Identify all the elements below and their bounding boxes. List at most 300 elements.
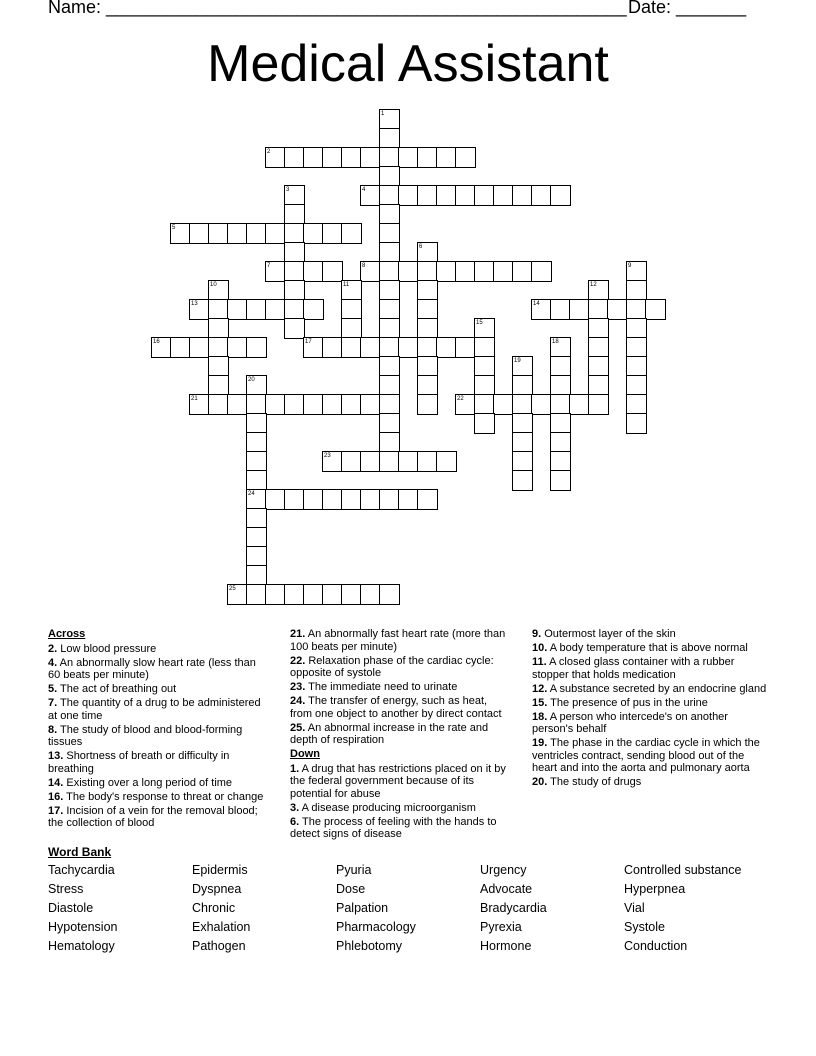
grid-cell[interactable] <box>303 337 324 358</box>
clue-number: 12. <box>532 682 548 695</box>
grid-cell[interactable] <box>379 147 400 168</box>
grid-cell[interactable] <box>208 299 229 320</box>
grid-cell[interactable] <box>284 318 305 339</box>
clue-text: The study of blood and blood-forming tissues <box>48 723 243 748</box>
clue-item <box>532 737 768 775</box>
grid-cell[interactable] <box>550 413 571 434</box>
grid-cell[interactable] <box>284 242 305 263</box>
grid-cell[interactable] <box>322 451 343 472</box>
grid-cell[interactable] <box>417 451 438 472</box>
grid-cell[interactable] <box>341 299 362 320</box>
grid-cell[interactable] <box>246 394 267 415</box>
clue-text: The act of breathing out <box>57 683 177 695</box>
grid-cell[interactable] <box>360 147 381 168</box>
date-field: Date: _______ <box>628 0 747 17</box>
clue-number: 17. <box>48 804 64 817</box>
grid-cell[interactable] <box>379 261 400 282</box>
grid-cell[interactable] <box>607 299 628 320</box>
word-bank-word: Bradycardia <box>480 901 547 915</box>
grid-cell[interactable] <box>284 204 305 225</box>
grid-cell[interactable] <box>550 394 571 415</box>
grid-cell[interactable] <box>398 261 419 282</box>
grid-cell[interactable] <box>531 394 552 415</box>
clue-item <box>532 776 768 789</box>
grid-cell[interactable] <box>189 223 210 244</box>
grid-cell[interactable] <box>417 394 438 415</box>
grid-cell[interactable] <box>512 470 533 491</box>
grid-cell[interactable] <box>208 318 229 339</box>
grid-cell[interactable] <box>417 299 438 320</box>
clue-item <box>290 655 512 680</box>
grid-cell[interactable] <box>474 185 495 206</box>
grid-cell[interactable] <box>436 261 457 282</box>
clue-item <box>48 724 270 749</box>
grid-cell[interactable] <box>588 375 609 396</box>
grid-cell[interactable] <box>246 565 267 586</box>
grid-cell[interactable] <box>436 185 457 206</box>
clues-column-2 <box>290 628 512 842</box>
grid-cell[interactable] <box>379 375 400 396</box>
grid-cell[interactable] <box>512 375 533 396</box>
clue-text: A closed glass container with a rubber stopper that holds medication <box>532 656 735 681</box>
clue-number: 14. <box>48 776 64 789</box>
grid-cell[interactable] <box>512 394 533 415</box>
grid-cell[interactable] <box>626 280 647 301</box>
grid-cell[interactable] <box>265 394 286 415</box>
grid-cell[interactable] <box>284 280 305 301</box>
grid-cell[interactable] <box>379 299 400 320</box>
grid-cell[interactable] <box>417 280 438 301</box>
grid-cell[interactable] <box>417 375 438 396</box>
clue-item <box>48 791 270 804</box>
grid-cell[interactable] <box>360 185 381 206</box>
word-bank-word: Diastole <box>48 901 94 915</box>
grid-cell[interactable] <box>227 584 248 605</box>
grid-cell[interactable] <box>360 584 381 605</box>
grid-cell[interactable] <box>588 299 609 320</box>
grid-cell[interactable] <box>455 185 476 206</box>
clue-number: 22 <box>457 396 464 402</box>
clue-item <box>290 695 512 720</box>
grid-cell[interactable] <box>474 394 495 415</box>
grid-cell[interactable] <box>341 337 362 358</box>
clue-number: 25. <box>290 721 306 734</box>
grid-cell[interactable] <box>550 470 571 491</box>
clue-number: 19 <box>514 358 521 364</box>
grid-cell[interactable] <box>379 337 400 358</box>
grid-cell[interactable] <box>550 185 571 206</box>
clue-number: 11. <box>532 656 547 668</box>
grid-cell[interactable] <box>246 299 267 320</box>
grid-cell[interactable] <box>379 242 400 263</box>
grid-cell[interactable] <box>284 584 305 605</box>
grid-cell[interactable] <box>417 261 438 282</box>
clue-item <box>48 643 270 656</box>
grid-cell[interactable] <box>398 451 419 472</box>
grid-cell[interactable] <box>246 375 267 396</box>
grid-cell[interactable] <box>265 299 286 320</box>
grid-cell[interactable] <box>626 299 647 320</box>
grid-cell[interactable] <box>360 489 381 510</box>
clue-text: An abnormal increase in the rate and depth of respiration <box>290 721 489 746</box>
across-heading: Across <box>48 628 86 640</box>
clue-text: Outermost layer of the skin <box>541 628 676 640</box>
clue-text: The quantity of a drug to be administered at one time <box>48 697 261 722</box>
grid-cell[interactable] <box>550 356 571 377</box>
clue-item <box>532 628 768 641</box>
grid-cell[interactable] <box>379 204 400 225</box>
clue-item <box>532 683 768 696</box>
word-bank-word: Pyuria <box>336 863 372 877</box>
page-title: Medical Assistant <box>207 35 609 93</box>
clue-item <box>532 642 768 655</box>
clue-item <box>48 805 270 830</box>
grid-cell[interactable] <box>626 375 647 396</box>
word-bank-word: Hematology <box>48 939 115 953</box>
grid-cell[interactable] <box>322 337 343 358</box>
word-bank-word: Urgency <box>480 863 527 877</box>
grid-cell[interactable] <box>512 261 533 282</box>
grid-cell[interactable] <box>379 356 400 377</box>
grid-cell[interactable] <box>265 147 286 168</box>
clue-text: The immediate need to urinate <box>305 681 458 693</box>
grid-cell[interactable] <box>512 432 533 453</box>
grid-cell[interactable] <box>341 223 362 244</box>
clue-number: 17 <box>305 339 312 345</box>
clue-text: Incision of a vein for the removal blood; the collection of blood <box>48 804 258 829</box>
word-bank-word: Pharmacology <box>336 920 416 934</box>
grid-cell[interactable] <box>170 337 191 358</box>
clue-number: 23. <box>290 681 306 693</box>
grid-cell[interactable] <box>284 223 305 244</box>
word-bank-word: Stress <box>48 882 84 896</box>
grid-cell[interactable] <box>626 394 647 415</box>
grid-cell[interactable] <box>265 584 286 605</box>
grid-cell[interactable] <box>379 394 400 415</box>
grid-cell[interactable] <box>398 489 419 510</box>
word-bank-word: Hyperpnea <box>624 882 686 896</box>
word-bank-word: Chronic <box>192 901 236 915</box>
clue-number: 14 <box>533 301 540 307</box>
grid-cell[interactable] <box>246 413 267 434</box>
grid-cell[interactable] <box>398 337 419 358</box>
grid-cell[interactable] <box>379 128 400 149</box>
grid-cell[interactable] <box>379 185 400 206</box>
grid-cell[interactable] <box>379 584 400 605</box>
clue-text: The process of feeling with the hands to detect signs of disease <box>290 815 497 840</box>
grid-cell[interactable] <box>246 451 267 472</box>
clue-number: 16 <box>153 339 160 345</box>
clue-item <box>48 777 270 790</box>
grid-cell[interactable] <box>208 356 229 377</box>
grid-cell[interactable] <box>265 223 286 244</box>
grid-cell[interactable] <box>322 223 343 244</box>
grid-cell[interactable] <box>360 451 381 472</box>
clue-item <box>532 697 768 710</box>
grid-cell[interactable] <box>474 337 495 358</box>
grid-cell[interactable] <box>455 337 476 358</box>
grid-cell[interactable] <box>379 318 400 339</box>
word-bank-word: Exhalation <box>192 920 251 934</box>
clue-item <box>48 683 270 696</box>
grid-cell[interactable] <box>550 432 571 453</box>
grid-cell[interactable] <box>417 242 438 263</box>
clue-text: The presence of pus in the urine <box>547 696 708 709</box>
grid-cell[interactable] <box>379 280 400 301</box>
word-bank-word: Dose <box>336 882 366 896</box>
clue-number: 7. <box>48 697 58 709</box>
grid-cell[interactable] <box>626 413 647 434</box>
grid-cell[interactable] <box>436 147 457 168</box>
word-bank-row <box>48 920 788 939</box>
clue-number: 3 <box>286 187 290 193</box>
grid-cell[interactable] <box>246 546 267 567</box>
grid-cell[interactable] <box>208 223 229 244</box>
grid-cell[interactable] <box>550 299 571 320</box>
grid-cell[interactable] <box>436 451 457 472</box>
clue-text: Shortness of breath or difficulty in breathing <box>48 750 230 775</box>
grid-cell[interactable] <box>360 394 381 415</box>
grid-cell[interactable] <box>265 261 286 282</box>
word-bank-word: Tachycardia <box>48 863 115 877</box>
grid-cell[interactable] <box>151 337 172 358</box>
grid-cell[interactable] <box>284 147 305 168</box>
grid-cell[interactable] <box>189 337 210 358</box>
clue-number: 5 <box>172 225 176 231</box>
word-bank-row <box>48 863 788 882</box>
word-bank-word: Dyspnea <box>192 882 242 896</box>
grid-cell[interactable] <box>360 261 381 282</box>
grid-cell[interactable] <box>569 394 590 415</box>
clue-text: Low blood pressure <box>57 642 157 655</box>
word-bank-word: Pyrexia <box>480 920 522 934</box>
grid-cell[interactable] <box>417 147 438 168</box>
grid-cell[interactable] <box>474 356 495 377</box>
grid-cell[interactable] <box>417 489 438 510</box>
clue-number: 9 <box>628 263 632 269</box>
clue-text: The study of drugs <box>547 776 642 788</box>
grid-cell[interactable] <box>284 299 305 320</box>
grid-cell[interactable] <box>341 451 362 472</box>
grid-cell[interactable] <box>284 489 305 510</box>
grid-cell[interactable] <box>626 318 647 339</box>
grid-cell[interactable] <box>322 394 343 415</box>
clue-number: 15. <box>532 696 548 709</box>
clue-number: 10. <box>532 642 548 654</box>
grid-cell[interactable] <box>588 337 609 358</box>
grid-cell[interactable] <box>303 261 324 282</box>
clue-item <box>48 697 270 722</box>
clue-number: 6. <box>290 815 300 828</box>
grid-cell[interactable] <box>417 337 438 358</box>
clue-item <box>290 763 512 801</box>
word-bank-word: Palpation <box>336 901 389 915</box>
grid-cell[interactable] <box>284 394 305 415</box>
clue-text: A person who intercede's on another person's behalf <box>532 710 728 735</box>
grid-cell[interactable] <box>474 318 495 339</box>
grid-cell[interactable] <box>227 299 248 320</box>
word-bank-word: Controlled substance <box>624 863 742 877</box>
grid-cell[interactable] <box>379 109 400 130</box>
word-bank-word: Advocate <box>480 882 533 896</box>
grid-cell[interactable] <box>341 394 362 415</box>
grid-cell[interactable] <box>436 337 457 358</box>
clue-number: 2. <box>48 642 58 655</box>
grid-cell[interactable] <box>303 147 324 168</box>
grid-cell[interactable] <box>208 280 229 301</box>
word-bank-word: Vial <box>624 901 645 915</box>
clue-number: 18. <box>532 710 548 723</box>
grid-cell[interactable] <box>512 451 533 472</box>
clue-number: 1. <box>290 762 300 775</box>
clue-number: 11 <box>343 282 350 288</box>
grid-cell[interactable] <box>170 223 191 244</box>
grid-cell[interactable] <box>208 337 229 358</box>
grid-cell[interactable] <box>246 337 267 358</box>
grid-cell[interactable] <box>322 489 343 510</box>
grid-cell[interactable] <box>626 261 647 282</box>
grid-cell[interactable] <box>227 337 248 358</box>
clue-text: A body temperature that is above normal <box>547 642 748 654</box>
grid-cell[interactable] <box>265 489 286 510</box>
clue-number: 8 <box>362 263 366 269</box>
grid-cell[interactable] <box>550 337 571 358</box>
grid-cell[interactable] <box>189 299 210 320</box>
grid-cell[interactable] <box>512 185 533 206</box>
grid-cell[interactable] <box>379 489 400 510</box>
grid-cell[interactable] <box>493 185 514 206</box>
grid-cell[interactable] <box>341 318 362 339</box>
clue-text: Relaxation phase of the cardiac cycle: opposite of systole <box>290 654 494 679</box>
grid-cell[interactable] <box>588 394 609 415</box>
grid-cell[interactable] <box>455 261 476 282</box>
grid-cell[interactable] <box>322 261 343 282</box>
word-bank-word: Hypotension <box>48 920 118 934</box>
grid-cell[interactable] <box>360 337 381 358</box>
clue-number: 16. <box>48 790 64 803</box>
grid-cell[interactable] <box>227 394 248 415</box>
clue-number: 4 <box>362 187 366 193</box>
grid-cell[interactable] <box>474 261 495 282</box>
grid-cell[interactable] <box>493 394 514 415</box>
grid-cell[interactable] <box>379 451 400 472</box>
clue-number: 9. <box>532 628 542 640</box>
clue-item <box>48 657 270 682</box>
down-heading: Down <box>290 748 320 760</box>
clue-item <box>290 722 512 747</box>
grid-cell[interactable] <box>417 185 438 206</box>
clue-number: 3. <box>290 801 300 814</box>
clue-number: 23 <box>324 453 331 459</box>
grid-cell[interactable] <box>398 147 419 168</box>
grid-cell[interactable] <box>341 280 362 301</box>
grid-cell[interactable] <box>303 489 324 510</box>
word-bank-row <box>48 901 788 920</box>
grid-cell[interactable] <box>379 223 400 244</box>
grid-cell[interactable] <box>208 394 229 415</box>
clue-number: 22. <box>290 654 306 667</box>
grid-cell[interactable] <box>512 413 533 434</box>
grid-cell[interactable] <box>474 413 495 434</box>
grid-cell[interactable] <box>246 584 267 605</box>
grid-cell[interactable] <box>246 508 267 529</box>
grid-cell[interactable] <box>303 584 324 605</box>
grid-cell[interactable] <box>512 356 533 377</box>
clue-number: 24. <box>290 695 306 707</box>
clue-item <box>532 656 768 681</box>
clues-column-3 <box>532 628 768 790</box>
grid-cell[interactable] <box>455 394 476 415</box>
grid-cell[interactable] <box>569 299 590 320</box>
grid-cell[interactable] <box>455 147 476 168</box>
grid-cell[interactable] <box>588 356 609 377</box>
grid-cell[interactable] <box>550 375 571 396</box>
grid-cell[interactable] <box>417 318 438 339</box>
grid-cell[interactable] <box>303 299 324 320</box>
grid-cell[interactable] <box>227 223 248 244</box>
clue-text: A drug that has restrictions placed on it by the federal government because of its potential for abuse <box>290 762 506 800</box>
clue-text: Existing over a long period of time <box>63 776 233 789</box>
grid-cell[interactable] <box>550 451 571 472</box>
grid-cell[interactable] <box>531 185 552 206</box>
grid-cell[interactable] <box>379 413 400 434</box>
grid-cell[interactable] <box>474 375 495 396</box>
grid-cell[interactable] <box>246 432 267 453</box>
grid-cell[interactable] <box>645 299 666 320</box>
grid-cell[interactable] <box>246 470 267 491</box>
grid-cell[interactable] <box>379 432 400 453</box>
grid-cell[interactable] <box>341 584 362 605</box>
grid-cell[interactable] <box>189 394 210 415</box>
grid-cell[interactable] <box>284 261 305 282</box>
grid-cell[interactable] <box>379 166 400 187</box>
grid-cell[interactable] <box>493 261 514 282</box>
word-bank-heading: Word Bank <box>48 845 112 859</box>
grid-cell[interactable] <box>531 261 552 282</box>
grid-cell[interactable] <box>322 584 343 605</box>
clue-number: 21 <box>191 396 198 402</box>
clue-number: 21. <box>290 628 306 640</box>
grid-cell[interactable] <box>246 527 267 548</box>
grid-cell[interactable] <box>322 147 343 168</box>
grid-cell[interactable] <box>303 223 324 244</box>
grid-cell[interactable] <box>341 147 362 168</box>
grid-cell[interactable] <box>246 223 267 244</box>
grid-cell[interactable] <box>626 356 647 377</box>
clue-number: 20. <box>532 776 548 788</box>
grid-cell[interactable] <box>588 318 609 339</box>
clue-number: 2 <box>267 149 271 155</box>
grid-cell[interactable] <box>588 280 609 301</box>
clue-text: A substance secreted by an endocrine gland <box>547 682 767 695</box>
grid-cell[interactable] <box>531 299 552 320</box>
grid-cell[interactable] <box>284 185 305 206</box>
grid-cell[interactable] <box>246 489 267 510</box>
across-clue-list-continued <box>290 628 512 747</box>
clue-text: The transfer of energy, such as heat, from one object to another by direct contact <box>290 695 502 720</box>
grid-cell[interactable] <box>208 375 229 396</box>
grid-cell[interactable] <box>341 489 362 510</box>
grid-cell[interactable] <box>626 337 647 358</box>
grid-cell[interactable] <box>303 394 324 415</box>
clues-column-1 <box>48 628 270 831</box>
grid-cell[interactable] <box>417 356 438 377</box>
grid-cell[interactable] <box>398 185 419 206</box>
clue-text: An abnormally fast heart rate (more than 100 beats per minute) <box>290 628 506 653</box>
clue-text: The body's response to threat or change <box>63 790 264 803</box>
word-bank-word: Conduction <box>624 939 688 953</box>
clue-item <box>290 802 512 815</box>
